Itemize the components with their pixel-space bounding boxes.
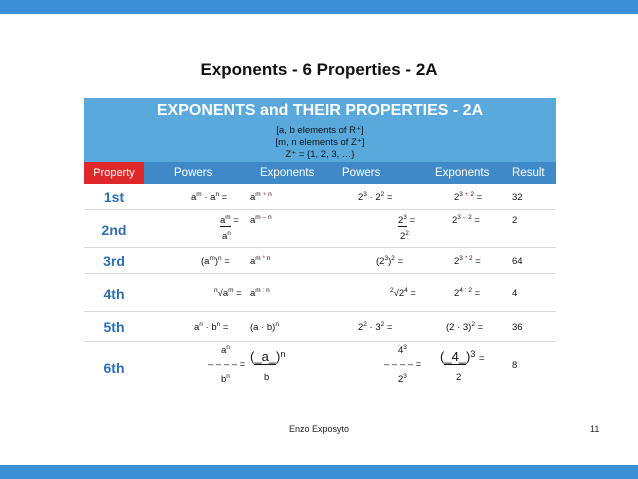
formula-powers-denominator: $b^n$ — [221, 373, 230, 385]
result-value: 4 — [512, 288, 518, 299]
example-exponents: $2^{3 + 2}$ = — [454, 191, 483, 203]
formula-exponents: $a^{m * n}$ — [250, 255, 271, 267]
formula-exponents: (_a_)$^n$ — [250, 349, 286, 364]
banner-line-zplus: Z⁺ = {1, 2, 3, …} — [285, 149, 355, 160]
row-2nd — [84, 210, 556, 248]
result-value: 32 — [512, 192, 523, 203]
example-powers: $^2√2^4$ = — [390, 287, 416, 299]
row-label: 3rd — [103, 253, 125, 269]
banner-line-ab: [a, b elements of R⁺] — [276, 125, 364, 136]
row-1st — [84, 184, 556, 210]
top-band — [0, 0, 638, 14]
formula-exponents-denominator: b — [264, 372, 270, 383]
row-label: 5th — [103, 319, 125, 335]
row-6th — [84, 342, 556, 392]
example-exponents: $(2 \cdot 3)^2$ = — [446, 321, 484, 333]
example-powers-fraction-bar: – – – – = — [384, 359, 422, 370]
formula-powers: $a^n$ — [221, 344, 230, 356]
result-value: 8 — [512, 360, 518, 371]
header-property: Property — [84, 162, 144, 184]
formula-powers: $(a^m)^n$ = — [201, 255, 230, 267]
formula-powers: $^n√a^m$ = — [214, 287, 242, 299]
example-exponents: $2^{3 * 2}$ = — [454, 255, 481, 267]
banner-line-mn: [m, n elements of Z⁺] — [275, 137, 365, 148]
header-exponents-example: Exponents — [435, 167, 490, 179]
banner-title: EXPONENTS and THEIR PROPERTIES - 2A — [156, 102, 484, 119]
header-row — [84, 162, 556, 184]
formula-powers: $a^m$ = — [220, 214, 239, 226]
header-exponents-general: Exponents — [260, 167, 315, 179]
formula-powers: $a^m \cdot a^n$ = — [191, 191, 228, 203]
formula-exponents: $a^{m - n}$ — [250, 214, 272, 226]
result-value: 64 — [512, 256, 523, 267]
formula-powers: $a^n \cdot b^n$ = — [194, 321, 229, 333]
slide-title: Exponents - 6 Properties - 2A — [200, 60, 438, 79]
table-banner — [84, 98, 556, 162]
example-powers: $(2^3)^2$ = — [376, 255, 404, 267]
result-value: 2 — [512, 215, 518, 226]
formula-powers-denominator: $a^n$ — [222, 230, 231, 242]
result-value: 36 — [512, 322, 523, 333]
footer-author: Enzo Exposyto — [288, 424, 350, 434]
example-powers-denominator: $2^2$ — [400, 230, 409, 242]
page-number: 11 — [590, 424, 600, 434]
row-label: 4th — [103, 286, 125, 302]
row-label: 1st — [103, 189, 125, 205]
example-exponents: $2^{3 - 2}$ = — [452, 214, 480, 226]
formula-exponents: $a^{m : n}$ — [250, 287, 270, 299]
header-powers-example: Powers — [342, 167, 381, 179]
example-powers: $2^3 \cdot 2^2$ = — [358, 191, 393, 203]
example-powers: $4^3$ — [398, 344, 407, 356]
header-powers-general: Powers — [174, 167, 213, 179]
example-exponents: $2^{4 : 2}$ = — [454, 287, 481, 299]
row-label: 6th — [103, 360, 125, 376]
properties-table — [84, 98, 556, 400]
row-3rd — [84, 248, 556, 274]
example-exponents: (_4_)$^3$ = — [440, 349, 485, 364]
row-4th — [84, 274, 556, 312]
formula-exponents: $(a \cdot b)^n$ — [250, 321, 279, 333]
bottom-band — [0, 465, 638, 479]
formula-powers-fraction-bar: – – – – = — [208, 359, 246, 370]
example-powers: $2^2 \cdot 3^2$ = — [358, 321, 393, 333]
header-result: Result — [512, 167, 545, 179]
row-label: 2nd — [101, 222, 127, 238]
row-5th — [84, 312, 556, 342]
example-powers-denominator: $2^3$ — [398, 373, 407, 385]
example-exponents-denominator: 2 — [456, 372, 462, 383]
formula-exponents: $a^{m + n}$ — [250, 191, 272, 203]
example-powers: $2^3$ = — [398, 214, 416, 226]
